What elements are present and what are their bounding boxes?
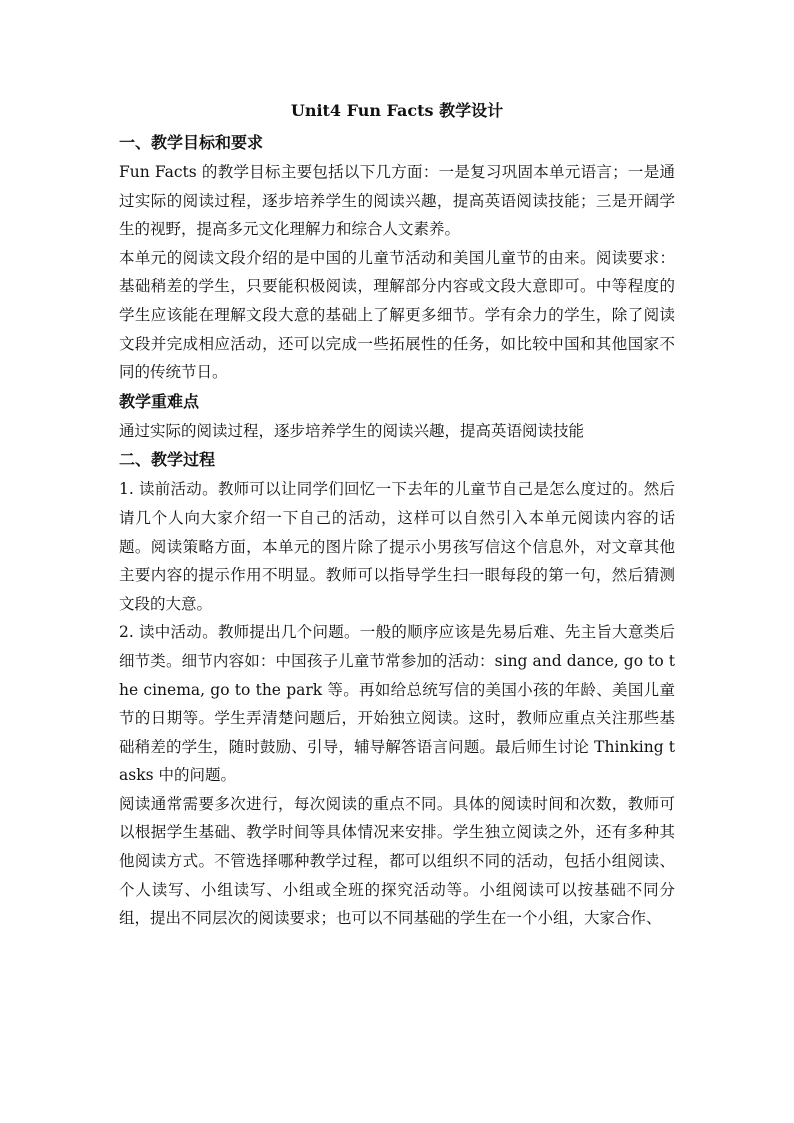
document-title: Unit4 Fun Facts 教学设计: [290, 101, 504, 120]
paragraph-while-reading: 2. 读中活动。教师提出几个问题。一般的顺序应该是先易后难、先主旨大意类后细节类。细节内容如：中国孩子儿童节常参加的活动：sing and dance, go to the cinema, go to the park 等。再如给总统写信的美国小孩的年龄、美国儿童节的日期等。学生弄清楚问题后，开始独立阅读。这时，教师应重点关注那些基础稍差的学生，随时鼓励、引导，辅导解答语言问题。最后师生讨论 Thinking tasks 中的问题。: [119, 623, 675, 785]
paragraph-key-points: 通过实际的阅读过程，逐步培养学生的阅读兴趣，提高英语阅读技能: [119, 421, 585, 440]
section-heading-key-points: 教学重难点: [119, 391, 200, 411]
paragraph-goals: Fun Facts 的教学目标主要包括以下几方面：一是复习巩固本单元语言；一是通过实际的阅读过程，逐步培养学生的阅读兴趣，提高英语阅读技能；三是开阔学生的视野，提高多元文化理解力和综合人文素养。: [119, 163, 675, 239]
section-heading-process: 二、教学过程: [119, 450, 216, 470]
document-page: [119, 98, 675, 933]
paragraph-pre-reading: 1. 读前活动。教师可以让同学们回忆一下去年的儿童节自己是怎么度过的。然后请几个人向大家介绍一下自己的活动，这样可以自然引入本单元阅读内容的话题。阅读策略方面，本单元的图片除了提示小男孩写信这个信息外，对文章其他主要内容的提示作用不明显。教师可以指导学生扫一眼每段的第一句，然后猜测文段的大意。: [119, 480, 675, 613]
section-heading-goals: 一、教学目标和要求: [119, 133, 264, 152]
paragraph-reading-modes: 阅读通常需要多次进行，每次阅读的重点不同。具体的阅读时间和次数，教师可以根据学生基础、教学时间等具体情况来安排。学生独立阅读之外，还有多种其他阅读方式。不管选择哪种教学过程，都可以组织不同的活动，包括小组阅读、个人读写、小组读写、小组或全班的探究活动等。小组阅读可以按基础不同分组，提出不同层次的阅读要求；也可以不同基础的学生在一个小组，大家合作、: [119, 794, 675, 928]
paragraph-reading-requirements: 本单元的阅读文段介绍的是中国的儿童节活动和美国儿童节的由来。阅读要求：基础稍差的学生，只要能积极阅读，理解部分内容或文段大意即可。中等程度的学生应该能在理解文段大意的基础上了解更多细节。学有余力的学生，除了阅读文段并完成相应活动，还可以完成一些拓展性的任务，如比较中国和其他国家不同的传统节日。: [119, 248, 675, 382]
